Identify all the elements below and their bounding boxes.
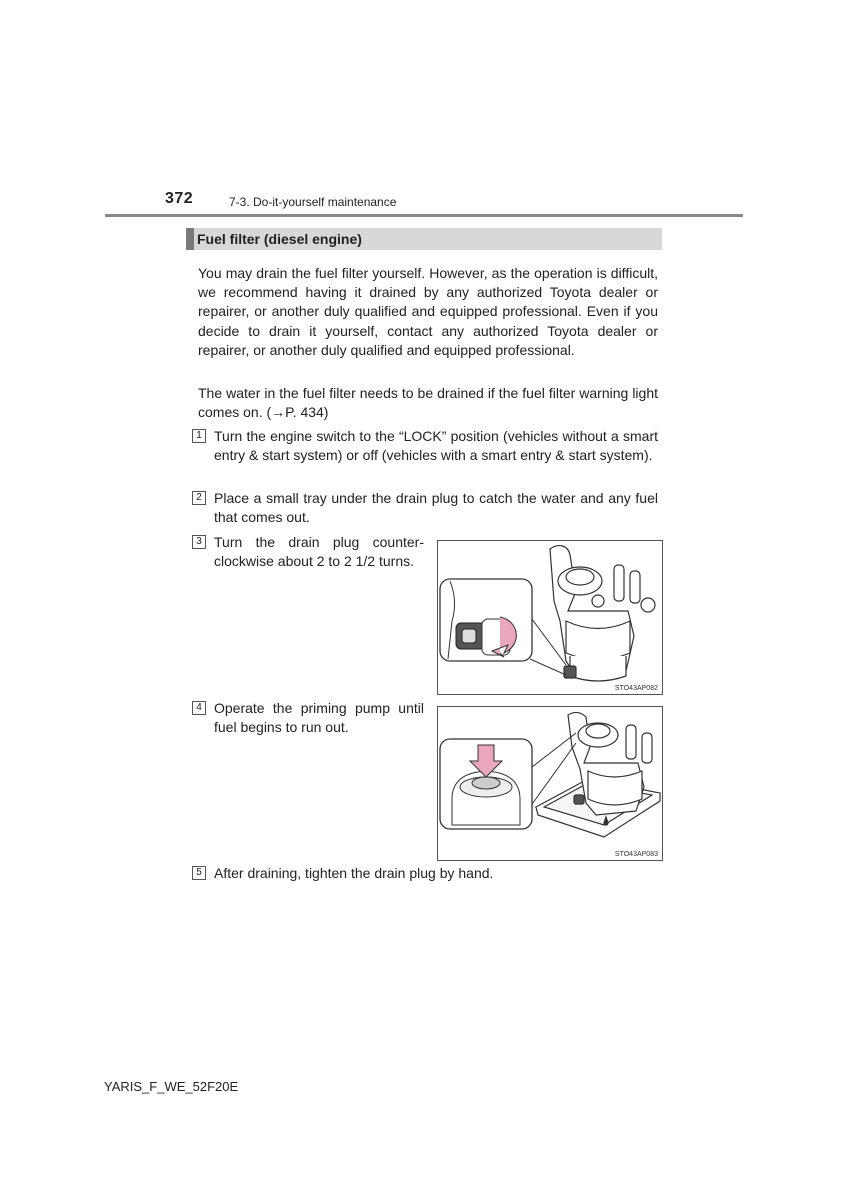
step-number: 1 [192,429,206,443]
figure-code: STO43AP082 [614,685,658,692]
step-number: 2 [192,491,206,505]
intro-paragraph: You may drain the fuel filter yourself. However, as the operation is difficult, we recommend having it drained by any authorized Toyota dealer or repairer, or another duly qualified and equipped professional. Even if you decide to drain it yourself, contact any authorized Toyota dealer or repairer, or another duly qualified and equipped professional. [198,265,658,358]
step-number: 3 [192,535,206,549]
step-number: 4 [192,701,206,715]
step-text: Turn the engine switch to the “LOCK” position (vehicles without a smart entry & start system) or off (vehicles with a smart entry & start system). [214,428,658,464]
step-text: Turn the drain plug counter-clockwise about 2 to 2 1/2 turns. [214,534,424,570]
footer-code: YARIS_F_WE_52F20E [104,1079,239,1094]
figure-drain-plug [437,540,663,695]
figure-priming-pump [437,706,663,861]
step-text: Place a small tray under the drain plug to catch the water and any fuel that comes out. [214,490,658,526]
page-number: 372 [165,190,194,207]
step-number: 5 [192,866,206,880]
drain-plug-illustration [438,541,662,694]
section-path: 7-3. Do-it-yourself maintenance [229,195,397,209]
header-rule [105,214,743,217]
step-text: After draining, tighten the drain plug by hand. [214,865,494,881]
step-text: Operate the priming pump until fuel begins to run out. [214,700,424,736]
priming-pump-illustration [438,707,662,860]
section-heading: Fuel filter (diesel engine) [186,228,662,250]
intro-paragraph: The water in the fuel filter needs to be drained if the fuel filter warning light comes on. (→P. 434) [198,385,658,421]
figure-code: STO43AP083 [614,851,658,858]
